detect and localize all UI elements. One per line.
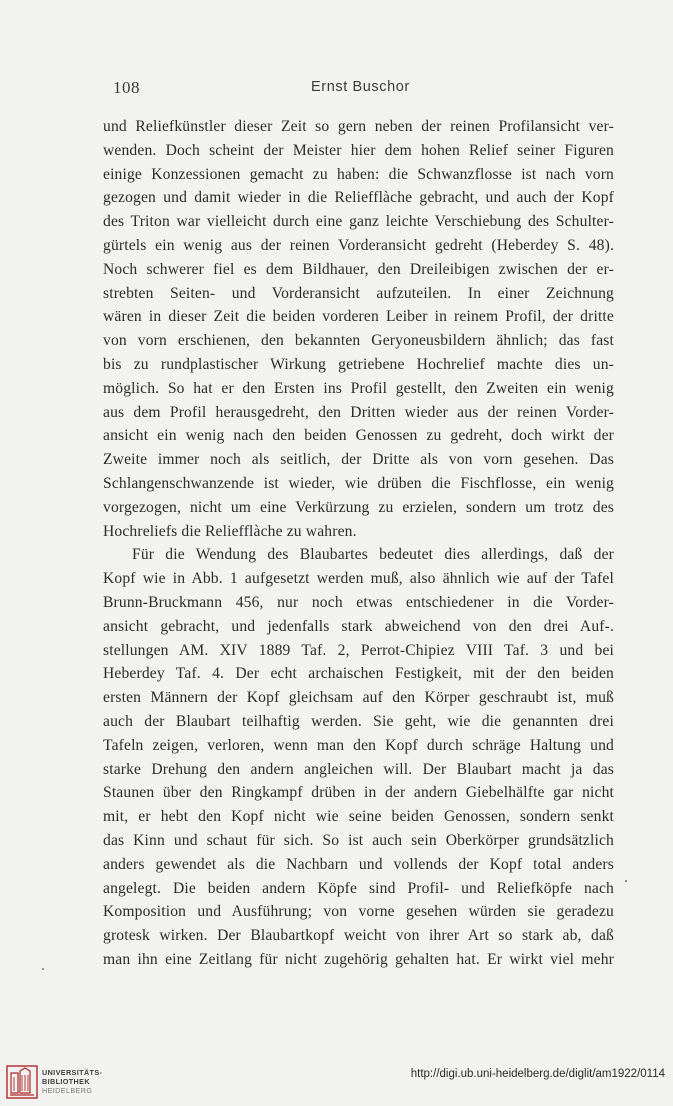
library-logo[interactable] [6,1063,126,1103]
running-head: Ernst Buschor [311,79,410,95]
text-line: einige Konzessionen gemacht zu haben: die Schwanzflosse ist nach vorn [103,165,614,183]
text-line: Brunn-Bruckmann 456, nur noch etwas entschiedener in die Vorder- [103,593,614,611]
library-name-line: BIBLIOTHEK [42,1077,90,1086]
paragraph-start-line: Für die Wendung des Blaubartes bedeutet dies allerdings, daß der [132,546,614,564]
library-name-line: UNIVERSITÄTS- [42,1068,103,1077]
text-line: ersten Männern der Kopf gleichsam auf den Körper geschraubt ist, muß [103,689,614,707]
text-line: grotesk wirken. Der Blaubartkopf weicht von ihrer Art so stark ab, daß [103,927,614,945]
text-line: Heberdey Taf. 4. Der echt archaischen Festigkeit, mit der den beiden [103,665,614,683]
text-line: wenden. Doch scheint der Meister hier dem hohen Relief seiner Figuren [103,141,614,159]
text-line: aus dem Profil herausgedreht, den Dritten wieder aus der reinen Vorder- [103,403,614,421]
scan-speck [42,968,44,970]
library-seal-icon [6,1065,38,1099]
text-line: wären in dieser Zeit die beiden vorderen Leiber in reinem Profil, der dritte [103,308,614,326]
scan-speck [625,880,627,882]
text-line: starke Drehung den andern angleichen will. Der Blaubart macht ja das [103,760,614,778]
source-url-link[interactable]: http://digi.ub.uni-heidelberg.de/diglit/am1922/0114 [410,1068,665,1080]
text-line: bis zu rundplastischer Wirkung getriebene Hochrelief machte dies un- [103,355,614,373]
text-line: Tafeln zeigen, verloren, wenn man den Kopf durch schräge Haltung und [103,736,614,754]
text-line: mit, er hebt den Kopf nicht wie seine beiden Genossen, sondern senkt [103,808,614,826]
text-line: auch der Blaubart teilhaftig werden. Sie geht, wie die genannten drei [103,712,614,730]
text-line: Schlangenschwanzende ist wieder, wie drüben die Fischflosse, ein wenig [103,474,614,492]
text-line: und Reliefkünstler dieser Zeit so gern neben der reinen Profilansicht ver- [103,118,614,135]
text-line: strebten Seiten- und Vorderansicht aufzuteilen. In einer Zeichnung [103,284,614,302]
text-line: gürtels ein wenig aus der reinen Vorderansicht gedreht (Heberdey S. 48). [103,236,614,254]
text-line: Zweite immer noch als seitlich, der Dritte als von vorn gesehen. Das [103,451,614,469]
text-line: Noch schwerer fiel es dem Bildhauer, den Dreileibigen zwischen der er- [103,260,614,278]
text-line: Kopf wie in Abb. 1 aufgesetzt werden muß, also ähnlich wie auf der Tafel [103,570,614,588]
text-line: von vorn erschienen, den bekannten Geryoneusbildern ähnlich; das fast [103,332,614,350]
text-line: stellungen AM. XIV 1889 Taf. 2, Perrot-Chipiez VIII Taf. 3 und bei [103,641,614,659]
text-line: angelegt. Die beiden andern Köpfe sind Profil- und Reliefköpfe nach [103,879,614,897]
text-line: ansicht ein wenig nach den beiden Genossen zu gedreht, doch wirkt der [103,427,614,445]
text-line: das Kinn und schaut für sich. So ist auch sein Oberkörper grundsätzlich [103,831,614,849]
page-header [113,78,618,100]
text-line: Staunen über den Ringkampf drüben in der andern Giebelhälfte gar nicht [103,784,614,802]
library-name [42,1068,102,1095]
body-text [103,115,614,972]
text-line: anders gewendet als die Nachbarn und vollends der Kopf total anders [103,855,614,873]
text-line: Komposition und Ausführung; von vorne gesehen würden sie geradezu [103,903,614,921]
paragraph-end-line: Hochreliefs die Reliefflàche zu wahren. [103,522,357,540]
text-line: ansicht gebracht, und jedenfalls stark abweichend von den drei Auf-. [103,617,614,635]
text-line: des Triton war vielleicht durch eine ganz leichte Verschiebung des Schulter- [103,213,614,231]
page-number: 108 [113,78,140,97]
text-line: vorgezogen, nicht um eine Verkürzung zu erzielen, sondern um trotz des [103,498,614,516]
text-line: möglich. So hat er den Ersten ins Profil gestellt, den Zweiten ein wenig [103,379,614,397]
library-name-line: HEIDELBERG [42,1086,93,1095]
text-line: gezogen und damit wieder in die Reliefflàche gebracht, und auch der Kopf [103,189,614,207]
text-line: man ihn eine Zeitlang für nicht zugehörig gehalten hat. Er wirkt viel mehr [103,950,614,968]
